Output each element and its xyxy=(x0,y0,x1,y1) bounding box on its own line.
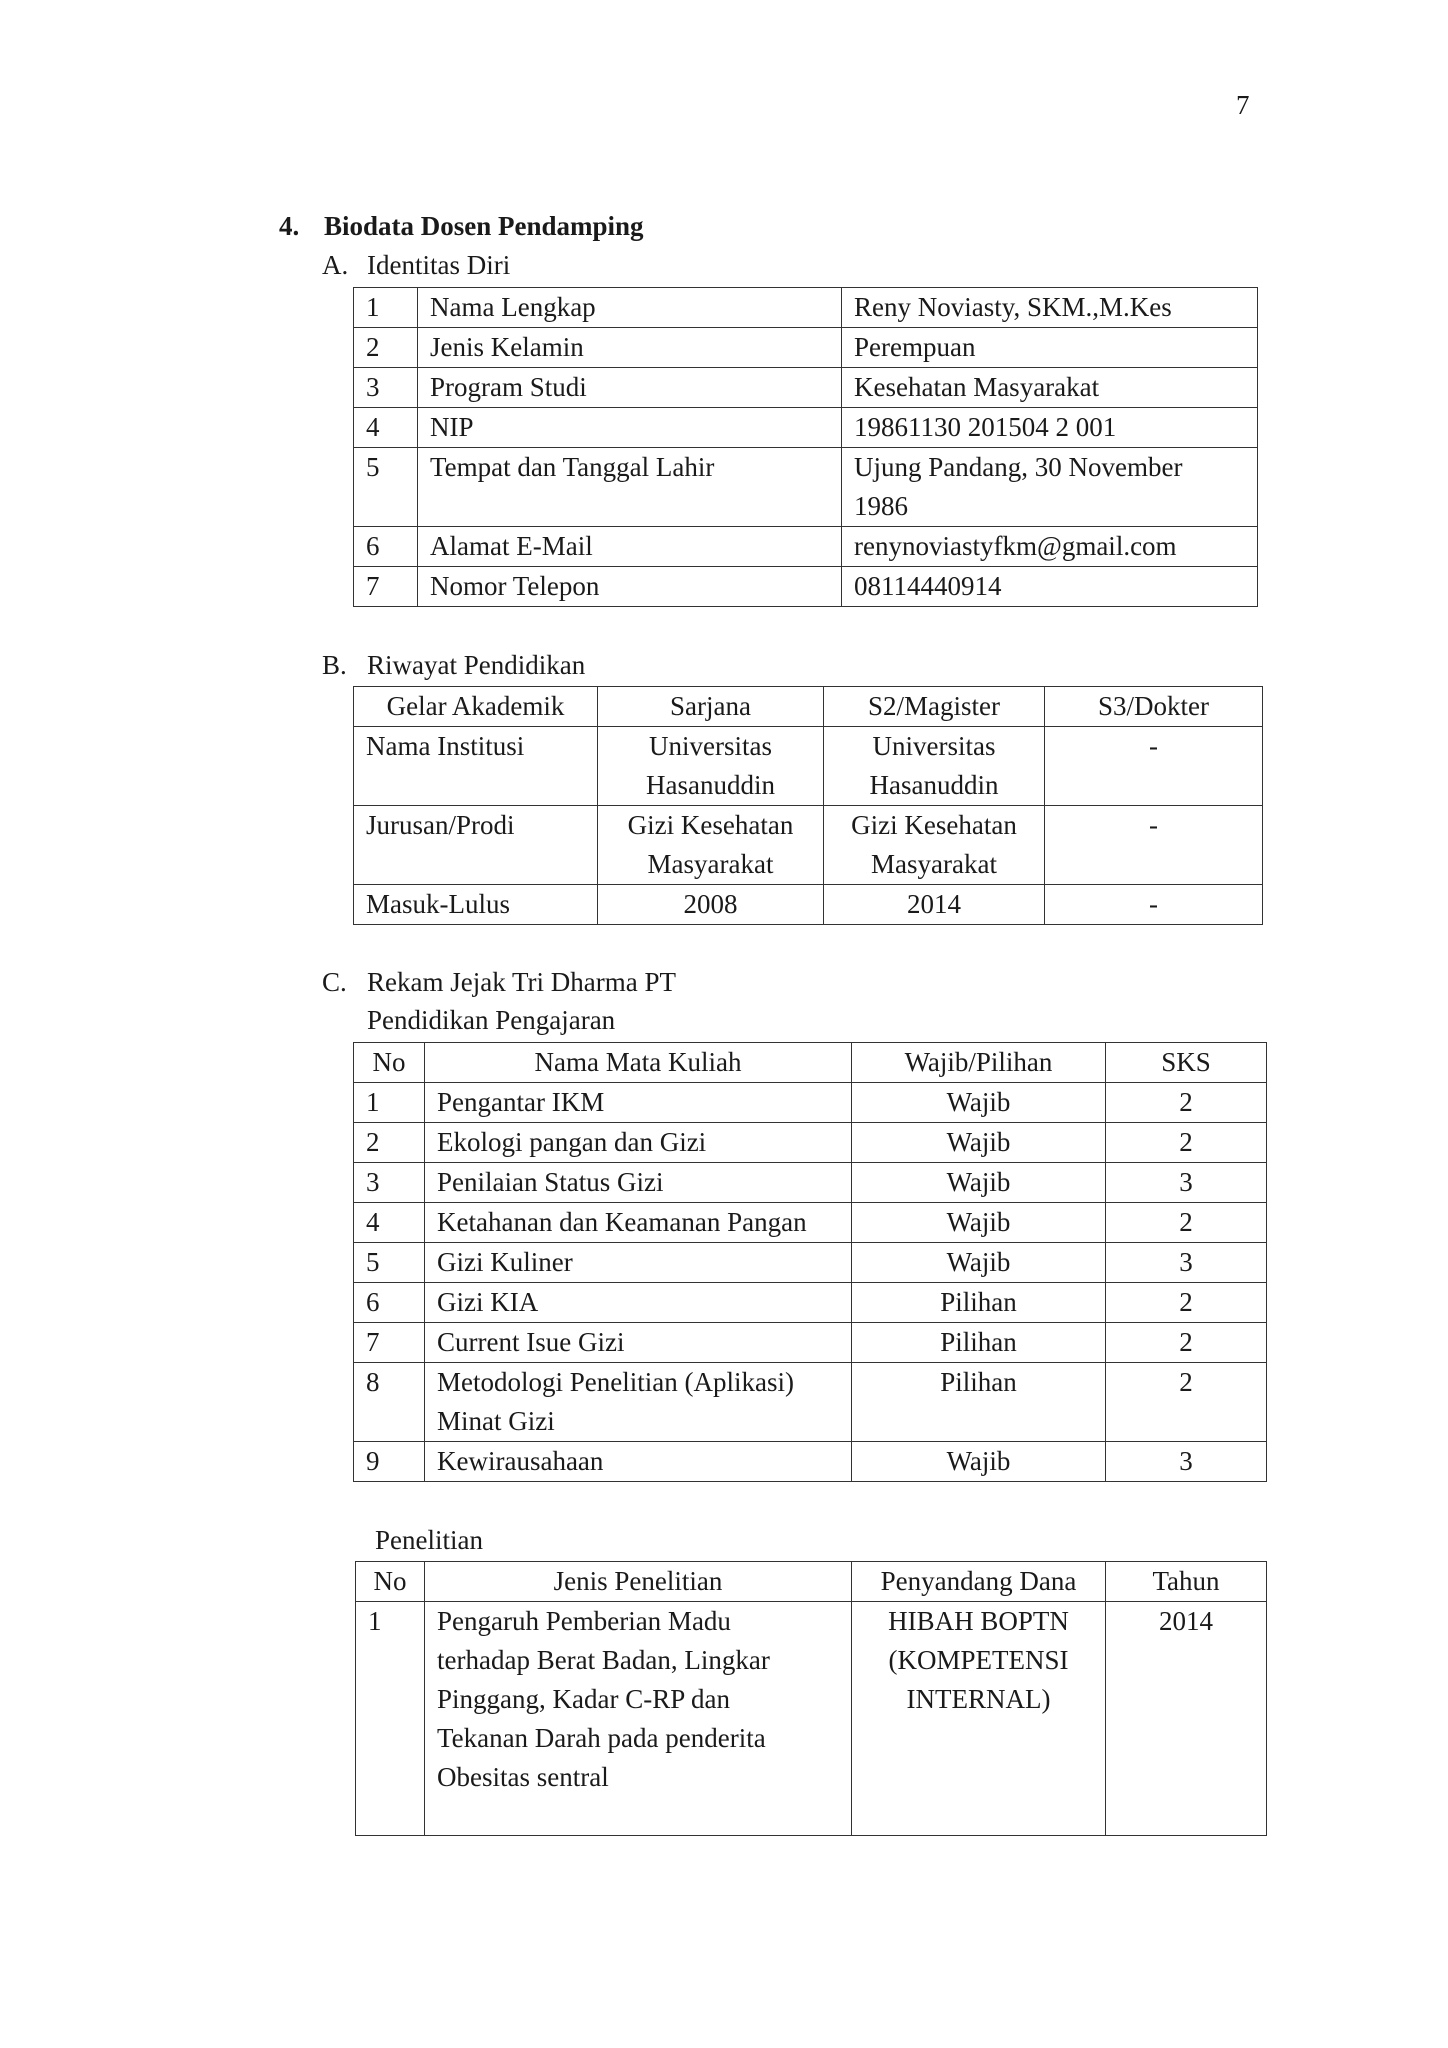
header-cell: Gelar Akademik xyxy=(354,687,598,727)
table-cell: Gizi Kesehatan Masyarakat xyxy=(598,806,824,885)
header-cell: No xyxy=(354,1043,425,1083)
table-cell: - xyxy=(1045,806,1263,885)
header-cell: Sarjana xyxy=(598,687,824,727)
table-row xyxy=(354,288,1258,328)
table-cell: Ekologi pangan dan Gizi xyxy=(425,1123,852,1163)
table-cell: Metodologi Penelitian (Aplikasi) Minat Gizi xyxy=(425,1363,852,1442)
header-cell: No xyxy=(356,1562,425,1602)
table-cell: Kewirausahaan xyxy=(425,1442,852,1482)
table-cell: Perempuan xyxy=(842,328,1258,368)
table-row xyxy=(354,1323,1267,1363)
table-cell: 6 xyxy=(354,527,418,567)
table-cell: Ketahanan dan Keamanan Pangan xyxy=(425,1203,852,1243)
table-cell: 1 xyxy=(354,288,418,328)
penelitian-title: Penelitian xyxy=(375,1525,483,1555)
section-number: 4. xyxy=(279,211,300,241)
identitas-table xyxy=(353,287,1258,607)
table-cell: 2 xyxy=(1106,1123,1267,1163)
table-row xyxy=(354,1123,1267,1163)
table-cell: 6 xyxy=(354,1283,425,1323)
table-cell: Wajib xyxy=(852,1243,1106,1283)
table-row xyxy=(354,727,1263,806)
table-cell: 2 xyxy=(1106,1283,1267,1323)
table-header-row xyxy=(356,1562,1267,1602)
table-row xyxy=(354,885,1263,925)
subsection-c-title: Rekam Jejak Tri Dharma PT xyxy=(367,967,676,997)
table-cell: Wajib xyxy=(852,1123,1106,1163)
table-row xyxy=(354,1083,1267,1123)
table-cell: Kesehatan Masyarakat xyxy=(842,368,1258,408)
table-cell: Gizi Kuliner xyxy=(425,1243,852,1283)
header-cell: S2/Magister xyxy=(824,687,1045,727)
table-cell: 3 xyxy=(354,368,418,408)
table-row xyxy=(354,1243,1267,1283)
table-cell: Gizi Kesehatan Masyarakat xyxy=(824,806,1045,885)
table-row xyxy=(354,1363,1267,1442)
table-cell: Wajib xyxy=(852,1083,1106,1123)
table-cell: 3 xyxy=(1106,1163,1267,1203)
subsection-b-letter: B. xyxy=(322,650,347,680)
table-cell: 19861130 201504 2 001 xyxy=(842,408,1258,448)
pengajaran-title: Pendidikan Pengajaran xyxy=(367,1005,616,1035)
table-cell: Nama Lengkap xyxy=(418,288,842,328)
table-cell: 2008 xyxy=(598,885,824,925)
table-row xyxy=(354,328,1258,368)
table-cell: 5 xyxy=(354,448,418,527)
table-row xyxy=(354,1163,1267,1203)
table-cell: Nama Institusi xyxy=(354,727,598,806)
subsection-b-title: Riwayat Pendidikan xyxy=(367,650,586,680)
table-cell: Gizi KIA xyxy=(425,1283,852,1323)
table-cell: 1 xyxy=(356,1602,425,1836)
table-cell: 1 xyxy=(354,1083,425,1123)
table-cell: Pilihan xyxy=(852,1323,1106,1363)
table-row xyxy=(356,1602,1267,1836)
table-row xyxy=(354,448,1258,527)
table-cell: Masuk-Lulus xyxy=(354,885,598,925)
table-cell: Pengaruh Pemberian Madu terhadap Berat Badan, Lingkar Pinggang, Kadar C-RP dan Tekanan Darah pada penderita Obesitas sentral xyxy=(425,1602,852,1836)
table-row xyxy=(354,368,1258,408)
table-cell: Jenis Kelamin xyxy=(418,328,842,368)
header-cell: Tahun xyxy=(1106,1562,1267,1602)
penelitian-table xyxy=(355,1561,1267,1836)
header-cell: Wajib/Pilihan xyxy=(852,1043,1106,1083)
table-cell: HIBAH BOPTN (KOMPETENSI INTERNAL) xyxy=(852,1602,1106,1836)
table-cell: Universitas Hasanuddin xyxy=(824,727,1045,806)
table-cell: - xyxy=(1045,885,1263,925)
table-cell: 7 xyxy=(354,567,418,607)
table-row xyxy=(354,1283,1267,1323)
table-cell: Universitas Hasanuddin xyxy=(598,727,824,806)
table-cell: - xyxy=(1045,727,1263,806)
table-cell: 7 xyxy=(354,1323,425,1363)
table-cell: 2 xyxy=(1106,1083,1267,1123)
table-cell: Penilaian Status Gizi xyxy=(425,1163,852,1203)
table-cell: 2 xyxy=(354,328,418,368)
page-number: 7 xyxy=(1236,90,1250,120)
table-cell: renynoviastyfkm@gmail.com xyxy=(842,527,1258,567)
pengajaran-table xyxy=(353,1042,1267,1482)
table-cell: NIP xyxy=(418,408,842,448)
table-cell: 3 xyxy=(1106,1243,1267,1283)
header-cell: SKS xyxy=(1106,1043,1267,1083)
table-row xyxy=(354,1203,1267,1243)
table-cell: Tempat dan Tanggal Lahir xyxy=(418,448,842,527)
table-cell: 2014 xyxy=(1106,1602,1267,1836)
table-cell: Pengantar IKM xyxy=(425,1083,852,1123)
table-row xyxy=(354,1442,1267,1482)
table-cell: Alamat E-Mail xyxy=(418,527,842,567)
table-row xyxy=(354,806,1263,885)
table-cell: Reny Noviasty, SKM.,M.Kes xyxy=(842,288,1258,328)
table-cell: Wajib xyxy=(852,1442,1106,1482)
header-cell: Nama Mata Kuliah xyxy=(425,1043,852,1083)
subsection-c-letter: C. xyxy=(322,967,347,997)
header-cell: S3/Dokter xyxy=(1045,687,1263,727)
table-row xyxy=(354,567,1258,607)
table-cell: Pilihan xyxy=(852,1363,1106,1442)
table-cell: 2 xyxy=(354,1123,425,1163)
subsection-a-title: Identitas Diri xyxy=(367,250,511,280)
table-cell: Wajib xyxy=(852,1163,1106,1203)
table-cell: Wajib xyxy=(852,1203,1106,1243)
table-cell: 8 xyxy=(354,1363,425,1442)
table-cell: 5 xyxy=(354,1243,425,1283)
table-cell: 2014 xyxy=(824,885,1045,925)
table-cell: Pilihan xyxy=(852,1283,1106,1323)
table-header-row xyxy=(354,1043,1267,1083)
table-cell: Current Isue Gizi xyxy=(425,1323,852,1363)
table-cell: 3 xyxy=(1106,1442,1267,1482)
table-cell: Ujung Pandang, 30 November 1986 xyxy=(842,448,1258,527)
table-header-row xyxy=(354,687,1263,727)
table-cell: 9 xyxy=(354,1442,425,1482)
table-cell: 4 xyxy=(354,1203,425,1243)
table-row xyxy=(354,408,1258,448)
header-cell: Jenis Penelitian xyxy=(425,1562,852,1602)
subsection-a-letter: A. xyxy=(322,250,349,280)
table-row xyxy=(354,527,1258,567)
section-title: Biodata Dosen Pendamping xyxy=(324,211,644,241)
table-cell: 08114440914 xyxy=(842,567,1258,607)
header-cell: Penyandang Dana xyxy=(852,1562,1106,1602)
table-cell: 3 xyxy=(354,1163,425,1203)
table-cell: Jurusan/Prodi xyxy=(354,806,598,885)
table-cell: Nomor Telepon xyxy=(418,567,842,607)
table-cell: 2 xyxy=(1106,1323,1267,1363)
table-cell: 2 xyxy=(1106,1363,1267,1442)
table-cell: 4 xyxy=(354,408,418,448)
table-cell: Program Studi xyxy=(418,368,842,408)
pendidikan-table xyxy=(353,686,1263,925)
table-cell: 2 xyxy=(1106,1203,1267,1243)
